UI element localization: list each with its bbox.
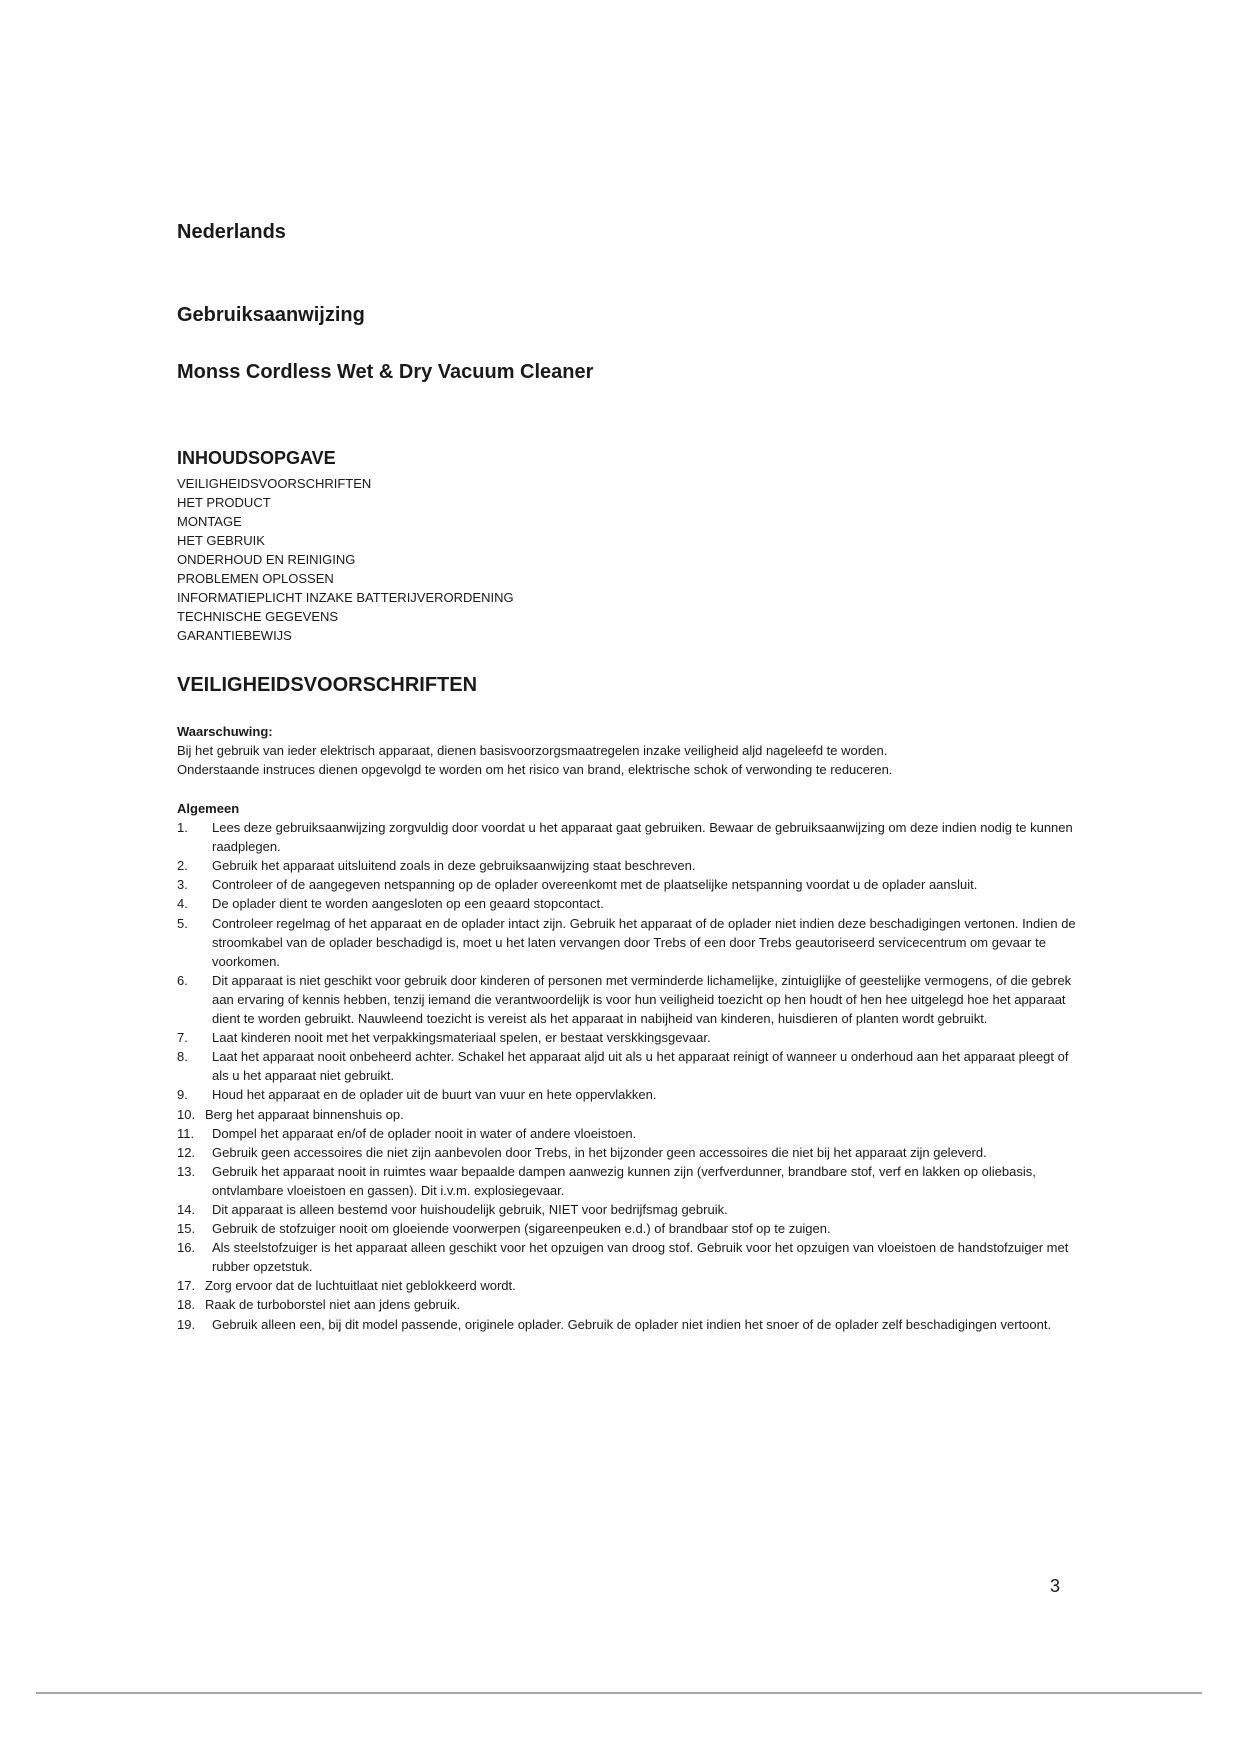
safety-rule-item: [177, 914, 1077, 971]
rule-number: 3.: [177, 877, 188, 893]
rule-number: 10.: [177, 1106, 196, 1122]
rule-number: 9.: [177, 1087, 188, 1103]
rule-text: Raak de turboborstel niet aan jdens gebruik.: [205, 1297, 461, 1313]
warning-line: Bij het gebruik van ieder elektrisch apparaat, dienen basisvoorzorgsmaatregelen inzake veiligheid aljd nageleefd te worden.: [177, 743, 888, 758]
toc-item: HET PRODUCT: [177, 495, 271, 510]
toc-item: ONDERHOUD EN REINIGING: [177, 552, 356, 567]
safety-rule-item: [177, 875, 1077, 894]
safety-rule-item: [177, 1143, 1077, 1162]
rule-text: Houd het apparaat en de oplader uit de buurt van vuur en hete oppervlakken.: [212, 1087, 657, 1103]
rule-text: Dompel het apparaat en/of de oplader nooit in water of andere vloeistoen.: [212, 1125, 637, 1141]
warning-line: Onderstaande instruces dienen opgevolgd te worden om het risico van brand, elektrische schok of verwonding te reduceren.: [177, 762, 893, 777]
rule-number: 14.: [177, 1201, 196, 1217]
safety-rule-item: [177, 1295, 1077, 1314]
safety-rule-item: [177, 1047, 1077, 1085]
rule-text: Dit apparaat is alleen bestemd voor huishoudelijk gebruik, NIET voor bedrijfsmag gebruik.: [212, 1201, 728, 1217]
rule-number: 17.: [177, 1278, 196, 1294]
rule-number: 16.: [177, 1240, 196, 1256]
rule-number: 1.: [177, 820, 188, 836]
rule-text: Lees deze gebruiksaanwijzing zorgvuldig door voordat u het apparaat gaat gebruiken. Bewaar de gebruiksaanwijzing om deze indien nodig te kunnen raadplegen.: [212, 820, 1073, 855]
safety-rule-item: [177, 1219, 1077, 1238]
manual-subtitle: Gebruiksaanwijzing: [177, 304, 365, 326]
rule-number: 7.: [177, 1030, 188, 1046]
rule-number: 13.: [177, 1163, 196, 1179]
safety-rule-item: [177, 894, 1077, 913]
rule-text: Gebruik de stofzuiger nooit om gloeiende voorwerpen (sigareenpeuken e.d.) of brandbaar stof op te zuigen.: [212, 1221, 831, 1237]
safety-rule-item: [177, 1028, 1077, 1047]
safety-rule-item: [177, 971, 1077, 1028]
safety-rule-item: [177, 1276, 1077, 1295]
safety-rules-list: [177, 818, 1077, 1334]
product-title: Monss Cordless Wet & Dry Vacuum Cleaner: [177, 361, 594, 383]
safety-rule-item: [177, 1315, 1077, 1334]
rule-number: 19.: [177, 1316, 196, 1332]
rule-text: Laat kinderen nooit met het verpakkingsmateriaal spelen, er bestaat verskkingsgevaar.: [212, 1030, 711, 1046]
rule-number: 12.: [177, 1144, 196, 1160]
safety-rule-item: [177, 1238, 1077, 1276]
safety-rule-item: [177, 1162, 1077, 1200]
rule-text: Gebruik geen accessoires die niet zijn aanbevolen door Trebs, in het bijzonder geen accessoires die niet bij het apparaat zijn geleverd.: [212, 1144, 987, 1160]
rule-text: Als steelstofzuiger is het apparaat alleen geschikt voor het opzuigen van droog stof. Gebruik voor het opzuigen van vloeistoen de handstofzuiger met rubber opzetstuk.: [212, 1240, 1069, 1275]
general-label: Algemeen: [177, 801, 240, 816]
rule-text: Dit apparaat is niet geschikt voor gebruik door kinderen of personen met verminderde lichamelijke, zintuiglijke of geestelijke vermogens, of die gebrek aan ervaring of kennis hebben, tenzij iemand die verantwoordelijk is voor hun veiligheid toezicht op hen houdt of hen hee uitgelegd hoe het apparaat dient te worden gebruikt. Nauwleend toezicht is vereist als het apparaat in nabijheid van kinderen, huisdieren of planten wordt gebruikt.: [212, 972, 1072, 1027]
rule-text: Gebruik alleen een, bij dit model passende, originele oplader. Gebruik de oplader niet indien het snoer of de oplader zelf beschadigingen vertoont.: [212, 1316, 1052, 1332]
rule-text: Laat het apparaat nooit onbeheerd achter. Schakel het apparaat aljd uit als u het apparaat reinigt of wanneer u onderhoud aan het apparaat pleegt of als u het apparaat niet gebruikt.: [212, 1049, 1069, 1084]
rule-text: Controleer regelmag of het apparaat en de oplader intact zijn. Gebruik het apparaat of de oplader niet indien deze beschadigingen vertonen. Indien de stroomkabel van de oplader beschadigd is, moet u het laten vervangen door Trebs of een door Trebs geautoriseerd servicecentrum om gevaar te voorkomen.: [212, 915, 1076, 969]
toc-item: TECHNISCHE GEGEVENS: [177, 609, 339, 624]
warning-label: Waarschuwing:: [177, 724, 273, 739]
rule-number: 5.: [177, 915, 188, 931]
rule-text: Gebruik het apparaat nooit in ruimtes waar bepaalde dampen aanwezig kunnen zijn (verfverdunner, brandbare stof, verf en lakken op oliebasis, ontvlambare vloeistoen en gassen). Dit i.v.m. explosiegevaar.: [212, 1163, 1036, 1198]
toc-heading: INHOUDSOPGAVE: [177, 448, 336, 468]
safety-rule-item: [177, 1105, 1077, 1124]
footer-divider: [36, 1692, 1202, 1694]
general-section: [177, 799, 1077, 1334]
toc-list: [177, 474, 514, 645]
safety-rule-item: [177, 818, 1077, 856]
rule-number: 18.: [177, 1297, 196, 1313]
rule-text: Gebruik het apparaat uitsluitend zoals in deze gebruiksaanwijzing staat beschreven.: [212, 858, 696, 874]
rule-number: 6.: [177, 972, 188, 988]
rule-text: De oplader dient te worden aangesloten op een geaard stopcontact.: [212, 896, 604, 912]
rule-number: 2.: [177, 858, 188, 874]
rule-number: 4.: [177, 896, 188, 912]
rule-number: 11.: [177, 1125, 195, 1141]
safety-rule-item: [177, 1085, 1077, 1104]
toc-item: INFORMATIEPLICHT INZAKE BATTERIJVERORDENING: [177, 590, 514, 605]
warning-block: [177, 722, 1077, 779]
rule-number: 15.: [177, 1221, 196, 1237]
toc-item: VEILIGHEIDSVOORSCHRIFTEN: [177, 476, 372, 491]
safety-heading: VEILIGHEIDSVOORSCHRIFTEN: [177, 674, 478, 696]
page-number: 3: [1050, 1576, 1061, 1596]
toc-item: PROBLEMEN OPLOSSEN: [177, 571, 334, 586]
toc-item: HET GEBRUIK: [177, 533, 265, 548]
safety-rule-item: [177, 1124, 1077, 1143]
safety-rule-item: [177, 856, 1077, 875]
rule-number: 8.: [177, 1049, 188, 1065]
rule-text: Zorg ervoor dat de luchtuitlaat niet geblokkeerd wordt.: [205, 1278, 516, 1294]
toc-item: GARANTIEBEWIJS: [177, 628, 292, 643]
rule-text: Berg het apparaat binnenshuis op.: [205, 1106, 404, 1122]
language-heading: Nederlands: [177, 221, 286, 243]
safety-rule-item: [177, 1200, 1077, 1219]
toc-item: MONTAGE: [177, 514, 242, 529]
rule-text: Controleer of de aangegeven netspanning op de oplader overeenkomt met de plaatselijke netspanning voordat u de oplader aansluit.: [212, 877, 978, 893]
